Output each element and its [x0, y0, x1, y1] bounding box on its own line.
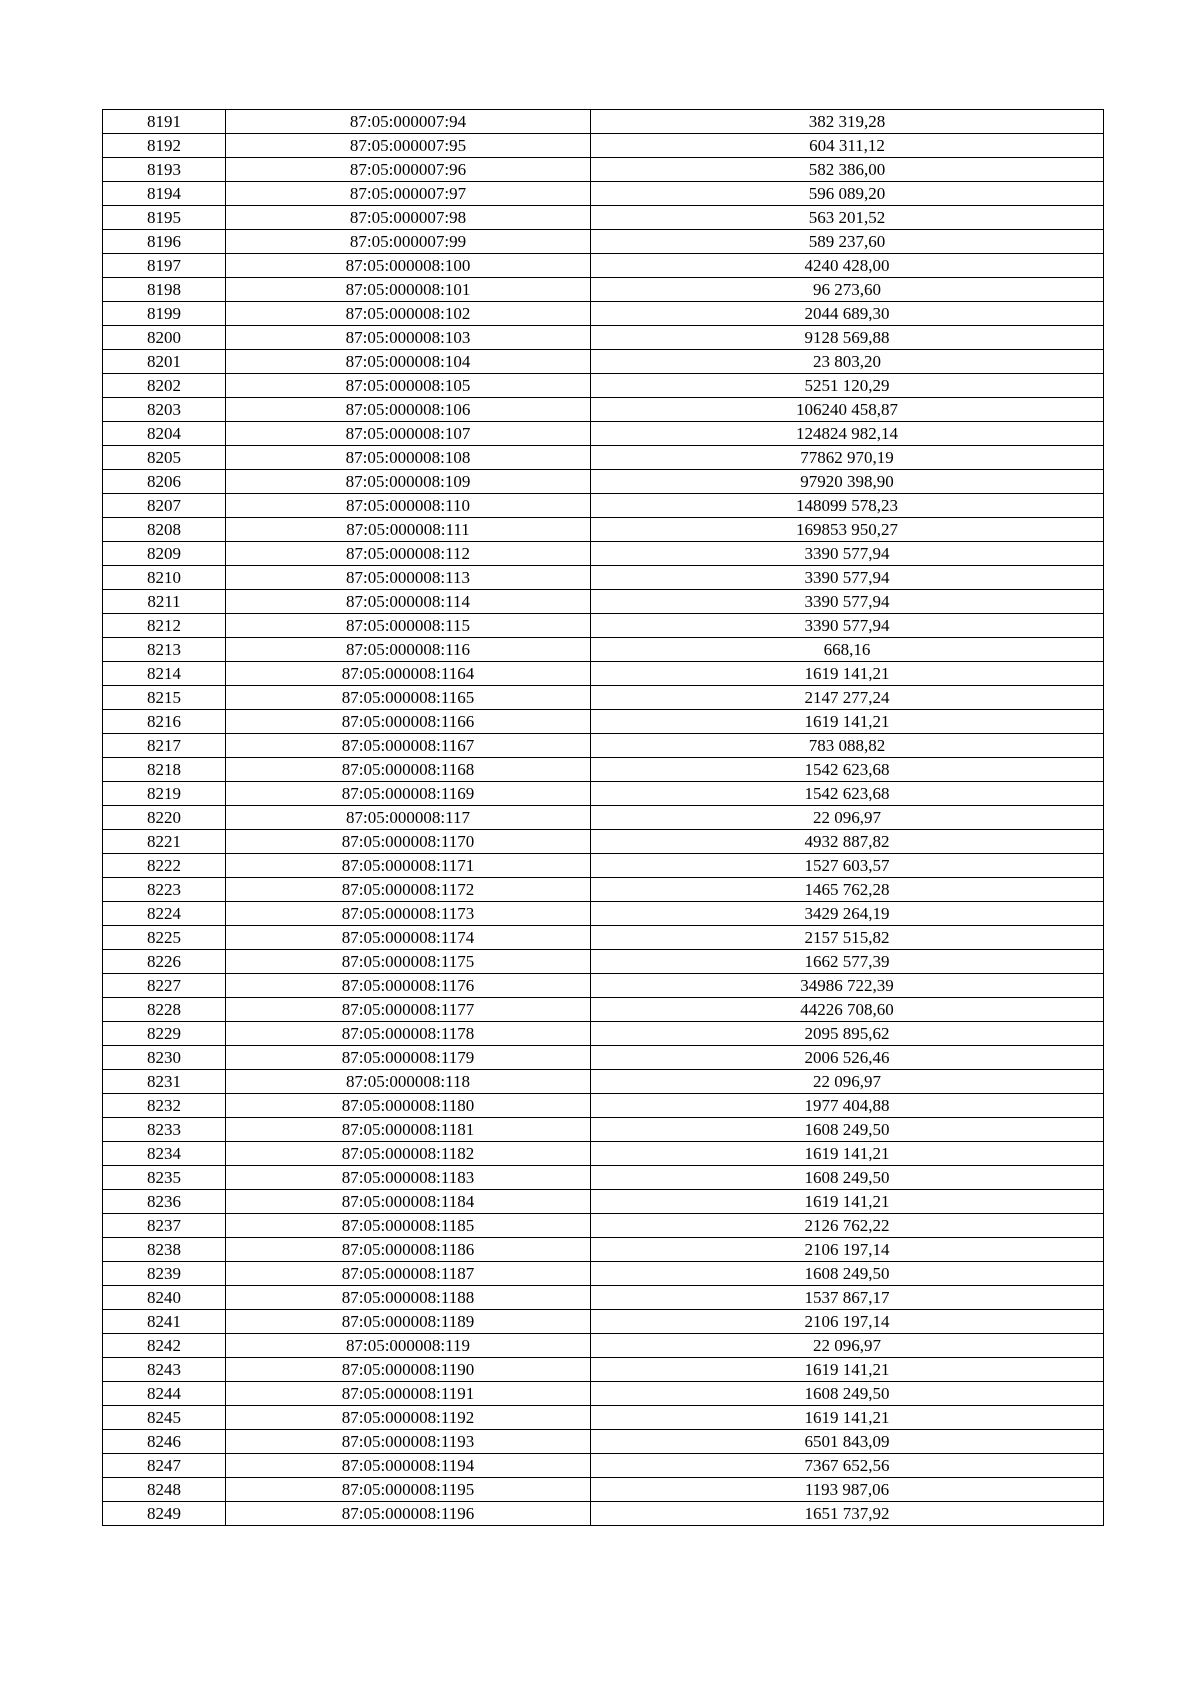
table-row — [103, 950, 1104, 974]
row-number-cell: 8232 — [103, 1094, 226, 1118]
table-row — [103, 926, 1104, 950]
cadastral-value-cell: 2147 277,24 — [591, 686, 1104, 710]
table-row — [103, 326, 1104, 350]
cadastral-number-cell: 87:05:000008:103 — [226, 326, 591, 350]
cadastral-number-cell: 87:05:000008:1166 — [226, 710, 591, 734]
cadastral-number-cell: 87:05:000008:1180 — [226, 1094, 591, 1118]
row-number-cell: 8194 — [103, 182, 226, 206]
row-number-cell: 8243 — [103, 1358, 226, 1382]
row-number-cell: 8202 — [103, 374, 226, 398]
cadastral-value-cell: 589 237,60 — [591, 230, 1104, 254]
table-row — [103, 350, 1104, 374]
cadastral-number-cell: 87:05:000008:112 — [226, 542, 591, 566]
cadastral-number-cell: 87:05:000008:1189 — [226, 1310, 591, 1334]
cadastral-value-table — [102, 109, 1104, 1526]
cadastral-value-cell: 106240 458,87 — [591, 398, 1104, 422]
cadastral-value-cell: 7367 652,56 — [591, 1454, 1104, 1478]
cadastral-value-cell: 34986 722,39 — [591, 974, 1104, 998]
table-row — [103, 1382, 1104, 1406]
table-row — [103, 1166, 1104, 1190]
cadastral-number-cell: 87:05:000008:1186 — [226, 1238, 591, 1262]
cadastral-number-cell: 87:05:000008:1173 — [226, 902, 591, 926]
cadastral-value-cell: 2006 526,46 — [591, 1046, 1104, 1070]
cadastral-number-cell: 87:05:000007:99 — [226, 230, 591, 254]
cadastral-value-cell: 3390 577,94 — [591, 542, 1104, 566]
table-row — [103, 1406, 1104, 1430]
table-row — [103, 1262, 1104, 1286]
table-row — [103, 614, 1104, 638]
cadastral-value-cell: 1977 404,88 — [591, 1094, 1104, 1118]
table-body — [103, 110, 1104, 1526]
row-number-cell: 8240 — [103, 1286, 226, 1310]
cadastral-value-cell: 2157 515,82 — [591, 926, 1104, 950]
cadastral-number-cell: 87:05:000008:1181 — [226, 1118, 591, 1142]
table-row — [103, 470, 1104, 494]
cadastral-value-cell: 6501 843,09 — [591, 1430, 1104, 1454]
row-number-cell: 8249 — [103, 1502, 226, 1526]
table-row — [103, 854, 1104, 878]
cadastral-value-cell: 44226 708,60 — [591, 998, 1104, 1022]
cadastral-number-cell: 87:05:000008:1192 — [226, 1406, 591, 1430]
row-number-cell: 8208 — [103, 518, 226, 542]
row-number-cell: 8214 — [103, 662, 226, 686]
row-number-cell: 8247 — [103, 1454, 226, 1478]
cadastral-number-cell: 87:05:000008:101 — [226, 278, 591, 302]
cadastral-number-cell: 87:05:000008:1175 — [226, 950, 591, 974]
row-number-cell: 8203 — [103, 398, 226, 422]
cadastral-value-cell: 23 803,20 — [591, 350, 1104, 374]
row-number-cell: 8191 — [103, 110, 226, 134]
cadastral-number-cell: 87:05:000007:97 — [226, 182, 591, 206]
cadastral-value-cell: 1619 141,21 — [591, 1358, 1104, 1382]
cadastral-number-cell: 87:05:000008:118 — [226, 1070, 591, 1094]
row-number-cell: 8242 — [103, 1334, 226, 1358]
row-number-cell: 8201 — [103, 350, 226, 374]
cadastral-number-cell: 87:05:000008:1187 — [226, 1262, 591, 1286]
table-row — [103, 1118, 1104, 1142]
row-number-cell: 8238 — [103, 1238, 226, 1262]
row-number-cell: 8218 — [103, 758, 226, 782]
cadastral-value-cell: 1608 249,50 — [591, 1382, 1104, 1406]
cadastral-number-cell: 87:05:000008:1193 — [226, 1430, 591, 1454]
cadastral-value-cell: 668,16 — [591, 638, 1104, 662]
cadastral-number-cell: 87:05:000008:1185 — [226, 1214, 591, 1238]
row-number-cell: 8229 — [103, 1022, 226, 1046]
cadastral-value-cell: 97920 398,90 — [591, 470, 1104, 494]
table-row — [103, 902, 1104, 926]
cadastral-value-cell: 604 311,12 — [591, 134, 1104, 158]
cadastral-number-cell: 87:05:000008:105 — [226, 374, 591, 398]
cadastral-number-cell: 87:05:000008:117 — [226, 806, 591, 830]
cadastral-number-cell: 87:05:000007:96 — [226, 158, 591, 182]
table-row — [103, 1358, 1104, 1382]
cadastral-value-cell: 3390 577,94 — [591, 590, 1104, 614]
table-row — [103, 998, 1104, 1022]
row-number-cell: 8226 — [103, 950, 226, 974]
cadastral-value-cell: 1619 141,21 — [591, 662, 1104, 686]
cadastral-number-cell: 87:05:000008:1171 — [226, 854, 591, 878]
table-row — [103, 710, 1104, 734]
row-number-cell: 8196 — [103, 230, 226, 254]
table-row — [103, 1070, 1104, 1094]
table-row — [103, 134, 1104, 158]
table-row — [103, 1046, 1104, 1070]
cadastral-number-cell: 87:05:000008:1167 — [226, 734, 591, 758]
cadastral-value-cell: 169853 950,27 — [591, 518, 1104, 542]
cadastral-value-cell: 1465 762,28 — [591, 878, 1104, 902]
row-number-cell: 8230 — [103, 1046, 226, 1070]
row-number-cell: 8231 — [103, 1070, 226, 1094]
row-number-cell: 8241 — [103, 1310, 226, 1334]
cadastral-number-cell: 87:05:000008:1169 — [226, 782, 591, 806]
table-row — [103, 830, 1104, 854]
row-number-cell: 8199 — [103, 302, 226, 326]
cadastral-number-cell: 87:05:000007:95 — [226, 134, 591, 158]
cadastral-number-cell: 87:05:000008:1191 — [226, 1382, 591, 1406]
cadastral-value-cell: 5251 120,29 — [591, 374, 1104, 398]
row-number-cell: 8200 — [103, 326, 226, 350]
cadastral-number-cell: 87:05:000008:1195 — [226, 1478, 591, 1502]
table-row — [103, 254, 1104, 278]
cadastral-number-cell: 87:05:000008:1179 — [226, 1046, 591, 1070]
row-number-cell: 8222 — [103, 854, 226, 878]
table-row — [103, 1214, 1104, 1238]
cadastral-value-cell: 1608 249,50 — [591, 1262, 1104, 1286]
row-number-cell: 8207 — [103, 494, 226, 518]
row-number-cell: 8193 — [103, 158, 226, 182]
row-number-cell: 8245 — [103, 1406, 226, 1430]
cadastral-number-cell: 87:05:000008:1165 — [226, 686, 591, 710]
cadastral-value-cell: 1619 141,21 — [591, 710, 1104, 734]
row-number-cell: 8209 — [103, 542, 226, 566]
cadastral-value-cell: 1527 603,57 — [591, 854, 1104, 878]
row-number-cell: 8223 — [103, 878, 226, 902]
table-row — [103, 398, 1104, 422]
cadastral-value-cell: 1608 249,50 — [591, 1118, 1104, 1142]
cadastral-number-cell: 87:05:000008:109 — [226, 470, 591, 494]
table-row — [103, 662, 1104, 686]
table-row — [103, 806, 1104, 830]
table-row — [103, 1286, 1104, 1310]
table-row — [103, 686, 1104, 710]
row-number-cell: 8227 — [103, 974, 226, 998]
cadastral-number-cell: 87:05:000008:1172 — [226, 878, 591, 902]
row-number-cell: 8228 — [103, 998, 226, 1022]
cadastral-value-cell: 1537 867,17 — [591, 1286, 1104, 1310]
cadastral-number-cell: 87:05:000008:115 — [226, 614, 591, 638]
table-row — [103, 1454, 1104, 1478]
table-row — [103, 566, 1104, 590]
row-number-cell: 8234 — [103, 1142, 226, 1166]
cadastral-number-cell: 87:05:000008:119 — [226, 1334, 591, 1358]
cadastral-number-cell: 87:05:000008:1190 — [226, 1358, 591, 1382]
table-row — [103, 230, 1104, 254]
table-row — [103, 158, 1104, 182]
table-row — [103, 1190, 1104, 1214]
cadastral-number-cell: 87:05:000008:1168 — [226, 758, 591, 782]
row-number-cell: 8237 — [103, 1214, 226, 1238]
cadastral-value-cell: 3390 577,94 — [591, 566, 1104, 590]
cadastral-number-cell: 87:05:000008:111 — [226, 518, 591, 542]
table-row — [103, 782, 1104, 806]
row-number-cell: 8221 — [103, 830, 226, 854]
table-row — [103, 446, 1104, 470]
cadastral-value-cell: 22 096,97 — [591, 806, 1104, 830]
cadastral-number-cell: 87:05:000008:108 — [226, 446, 591, 470]
table-row — [103, 494, 1104, 518]
cadastral-number-cell: 87:05:000007:98 — [226, 206, 591, 230]
row-number-cell: 8236 — [103, 1190, 226, 1214]
cadastral-number-cell: 87:05:000008:114 — [226, 590, 591, 614]
cadastral-value-cell: 4932 887,82 — [591, 830, 1104, 854]
cadastral-value-cell: 77862 970,19 — [591, 446, 1104, 470]
cadastral-number-cell: 87:05:000008:1164 — [226, 662, 591, 686]
row-number-cell: 8210 — [103, 566, 226, 590]
cadastral-value-cell: 1608 249,50 — [591, 1166, 1104, 1190]
cadastral-number-cell: 87:05:000008:1194 — [226, 1454, 591, 1478]
cadastral-value-cell: 382 319,28 — [591, 110, 1104, 134]
cadastral-number-cell: 87:05:000008:106 — [226, 398, 591, 422]
cadastral-value-cell: 1619 141,21 — [591, 1406, 1104, 1430]
table-row — [103, 422, 1104, 446]
cadastral-value-cell: 22 096,97 — [591, 1334, 1104, 1358]
row-number-cell: 8216 — [103, 710, 226, 734]
cadastral-number-cell: 87:05:000008:1170 — [226, 830, 591, 854]
row-number-cell: 8206 — [103, 470, 226, 494]
table-row — [103, 1502, 1104, 1526]
cadastral-value-cell: 4240 428,00 — [591, 254, 1104, 278]
row-number-cell: 8198 — [103, 278, 226, 302]
row-number-cell: 8192 — [103, 134, 226, 158]
row-number-cell: 8213 — [103, 638, 226, 662]
table-row — [103, 542, 1104, 566]
cadastral-number-cell: 87:05:000007:94 — [226, 110, 591, 134]
row-number-cell: 8212 — [103, 614, 226, 638]
cadastral-value-cell: 3390 577,94 — [591, 614, 1104, 638]
cadastral-value-cell: 1619 141,21 — [591, 1190, 1104, 1214]
row-number-cell: 8219 — [103, 782, 226, 806]
cadastral-value-cell: 596 089,20 — [591, 182, 1104, 206]
cadastral-number-cell: 87:05:000008:116 — [226, 638, 591, 662]
table-row — [103, 374, 1104, 398]
cadastral-value-cell: 1542 623,68 — [591, 758, 1104, 782]
table-row — [103, 758, 1104, 782]
row-number-cell: 8225 — [103, 926, 226, 950]
cadastral-number-cell: 87:05:000008:1182 — [226, 1142, 591, 1166]
cadastral-value-cell: 1662 577,39 — [591, 950, 1104, 974]
table-row — [103, 1022, 1104, 1046]
table-row — [103, 302, 1104, 326]
cadastral-number-cell: 87:05:000008:113 — [226, 566, 591, 590]
row-number-cell: 8205 — [103, 446, 226, 470]
row-number-cell: 8211 — [103, 590, 226, 614]
table-row — [103, 1310, 1104, 1334]
row-number-cell: 8220 — [103, 806, 226, 830]
row-number-cell: 8239 — [103, 1262, 226, 1286]
row-number-cell: 8217 — [103, 734, 226, 758]
table-row — [103, 878, 1104, 902]
table-row — [103, 110, 1104, 134]
cadastral-number-cell: 87:05:000008:102 — [226, 302, 591, 326]
row-number-cell: 8195 — [103, 206, 226, 230]
cadastral-number-cell: 87:05:000008:110 — [226, 494, 591, 518]
row-number-cell: 8215 — [103, 686, 226, 710]
table-row — [103, 1430, 1104, 1454]
cadastral-number-cell: 87:05:000008:107 — [226, 422, 591, 446]
cadastral-number-cell: 87:05:000008:1188 — [226, 1286, 591, 1310]
cadastral-value-cell: 9128 569,88 — [591, 326, 1104, 350]
cadastral-number-cell: 87:05:000008:1177 — [226, 998, 591, 1022]
table-row — [103, 734, 1104, 758]
table-row — [103, 518, 1104, 542]
row-number-cell: 8244 — [103, 1382, 226, 1406]
row-number-cell: 8235 — [103, 1166, 226, 1190]
cadastral-number-cell: 87:05:000008:1183 — [226, 1166, 591, 1190]
cadastral-number-cell: 87:05:000008:1178 — [226, 1022, 591, 1046]
table-row — [103, 974, 1104, 998]
cadastral-value-cell: 2095 895,62 — [591, 1022, 1104, 1046]
table-row — [103, 1478, 1104, 1502]
table-row — [103, 638, 1104, 662]
cadastral-value-cell: 2126 762,22 — [591, 1214, 1104, 1238]
row-number-cell: 8248 — [103, 1478, 226, 1502]
cadastral-number-cell: 87:05:000008:100 — [226, 254, 591, 278]
row-number-cell: 8246 — [103, 1430, 226, 1454]
row-number-cell: 8224 — [103, 902, 226, 926]
table-row — [103, 1142, 1104, 1166]
cadastral-number-cell: 87:05:000008:1174 — [226, 926, 591, 950]
cadastral-value-cell: 148099 578,23 — [591, 494, 1104, 518]
row-number-cell: 8197 — [103, 254, 226, 278]
table-row — [103, 1094, 1104, 1118]
cadastral-value-cell: 2106 197,14 — [591, 1310, 1104, 1334]
cadastral-value-cell: 563 201,52 — [591, 206, 1104, 230]
row-number-cell: 8204 — [103, 422, 226, 446]
table-row — [103, 182, 1104, 206]
cadastral-number-cell: 87:05:000008:1184 — [226, 1190, 591, 1214]
table-row — [103, 278, 1104, 302]
cadastral-value-cell: 1193 987,06 — [591, 1478, 1104, 1502]
cadastral-number-cell: 87:05:000008:1196 — [226, 1502, 591, 1526]
cadastral-number-cell: 87:05:000008:1176 — [226, 974, 591, 998]
table-row — [103, 590, 1104, 614]
cadastral-value-cell: 22 096,97 — [591, 1070, 1104, 1094]
cadastral-value-cell: 1651 737,92 — [591, 1502, 1104, 1526]
cadastral-value-cell: 3429 264,19 — [591, 902, 1104, 926]
cadastral-value-cell: 582 386,00 — [591, 158, 1104, 182]
row-number-cell: 8233 — [103, 1118, 226, 1142]
cadastral-value-cell: 2106 197,14 — [591, 1238, 1104, 1262]
table-row — [103, 206, 1104, 230]
cadastral-value-cell: 96 273,60 — [591, 278, 1104, 302]
table-row — [103, 1238, 1104, 1262]
cadastral-value-cell: 124824 982,14 — [591, 422, 1104, 446]
cadastral-value-cell: 1619 141,21 — [591, 1142, 1104, 1166]
cadastral-value-cell: 783 088,82 — [591, 734, 1104, 758]
table-row — [103, 1334, 1104, 1358]
cadastral-value-cell: 1542 623,68 — [591, 782, 1104, 806]
cadastral-number-cell: 87:05:000008:104 — [226, 350, 591, 374]
cadastral-value-cell: 2044 689,30 — [591, 302, 1104, 326]
